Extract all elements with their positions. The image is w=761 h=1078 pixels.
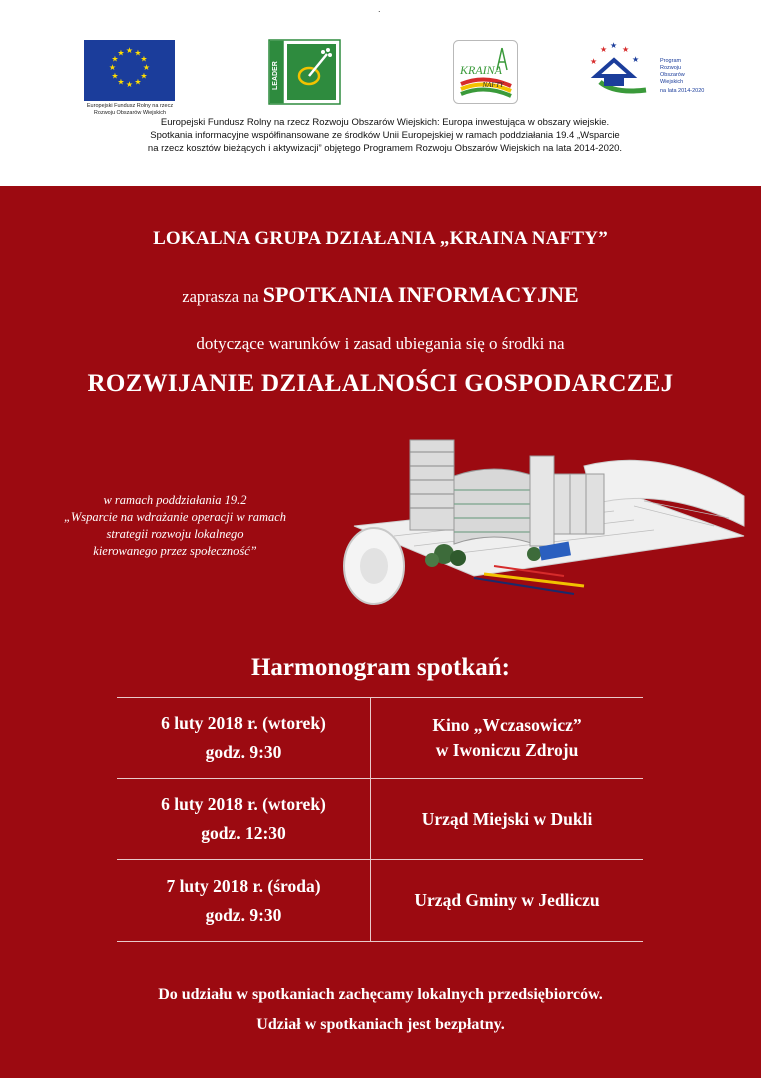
funding-info-line: na rzecz kosztów bieżących i aktywizacji” objętego Programem Rozwoju Obszarów Wiejskich na lata 2014-2020. (147, 143, 623, 154)
eu-caption (74, 103, 186, 117)
svg-text:★: ★ (140, 71, 148, 81)
subaction-note (30, 492, 320, 560)
leader-logo-text: LEADER (272, 61, 279, 90)
prow-line: na lata 2014-2020 (660, 88, 705, 94)
date-cell (117, 860, 371, 942)
place-cell (371, 698, 644, 779)
prow-line: Rozwoju (660, 65, 682, 71)
svg-text:★: ★ (134, 48, 142, 58)
kraina-logo-sub: NAFTY (482, 81, 504, 89)
note-line: strategii rozwoju lokalnego (106, 527, 244, 541)
svg-text:★: ★ (111, 71, 119, 81)
leader-logo (269, 40, 340, 104)
date-text: 6 luty 2018 r. (wtorek) (161, 794, 326, 814)
table-row (117, 698, 643, 779)
schedule-table (117, 697, 643, 942)
concerning-line: dotyczące warunków i zasad ubiegania się o środki na (196, 334, 565, 353)
prow-line: Wiejskich (660, 79, 684, 85)
place-cell (371, 779, 644, 860)
svg-text:★: ★ (600, 45, 608, 54)
svg-text:★: ★ (134, 77, 142, 87)
place-text: Urząd Gminy w Jedliczu (414, 890, 600, 910)
free-entry-text: Udział w spotkaniach jest bezpłatny. (256, 1016, 505, 1033)
svg-text:★: ★ (140, 54, 148, 64)
organizer-title: LOKALNA GRUPA DZIAŁANIA „KRAINA NAFTY” (153, 228, 608, 249)
schedule-title: Harmonogram spotkań: (250, 654, 511, 681)
kraina-logo-text: KRAINA (460, 63, 502, 77)
eu-flag-logo (84, 40, 175, 101)
invites-prefix: zaprasza na (182, 287, 259, 306)
place-cell (371, 860, 644, 942)
time-text: godz. 9:30 (205, 742, 282, 762)
svg-text:★: ★ (111, 54, 119, 64)
prow-logo (586, 41, 705, 104)
date-cell (117, 779, 371, 860)
place-text: Kino „Wczasowicz” (432, 715, 582, 735)
topic-title: ROZWIJANIE DZIAŁALNOŚCI GOSPODARCZEJ (87, 370, 674, 397)
note-line: kierowanego przez społeczność” (93, 544, 257, 558)
table-row (117, 779, 643, 860)
eu-caption-line: Rozwoju Obszarów Wiejskich (93, 110, 167, 116)
eu-caption-line: Europejski Fundusz Rolny na rzecz (86, 103, 174, 109)
svg-text:★: ★ (117, 77, 125, 87)
place-text: Urząd Miejski w Dukli (421, 808, 593, 829)
svg-text:★: ★ (632, 55, 640, 64)
svg-text:★: ★ (125, 46, 134, 55)
time-text: godz. 9:30 (205, 904, 282, 925)
svg-text:★: ★ (117, 48, 125, 58)
funding-info-line: Europejski Fundusz Rolny na rzecz Rozwoju Obszarów Wiejskich: Europa inwestująca w obszary wiejskie. (160, 117, 610, 128)
svg-text:★: ★ (125, 80, 134, 89)
date-text: 6 luty 2018 r. (wtorek) (161, 713, 326, 733)
svg-text:★: ★ (590, 57, 598, 66)
svg-text:★: ★ (108, 63, 117, 72)
encouragement-text: Do udziału w spotkaniach zachęcamy lokalnych przedsiębiorców. (158, 986, 603, 1003)
header (0, 0, 761, 186)
svg-text:★: ★ (142, 63, 151, 72)
table-row (117, 860, 643, 942)
note-line: „Wsparcie na wdrażanie operacji w ramach (63, 510, 287, 524)
place-text: w Iwoniczu Zdroju (435, 740, 579, 760)
top-dot: . (378, 4, 381, 14)
date-cell (117, 698, 371, 779)
prow-line: Program (660, 58, 682, 64)
funding-info-line: Spotkania informacyjne współfinansowane ze środków Unii Europejskiej w ramach poddziałania 19.4 „Wsparcie (150, 130, 620, 141)
building-blueprint-illustration (334, 426, 754, 626)
main-panel (0, 186, 761, 1078)
note-line: w ramach poddziałania 19.2 (103, 493, 247, 507)
svg-text:★: ★ (610, 41, 618, 50)
funding-info (60, 116, 710, 155)
invitation-line (0, 282, 761, 308)
svg-text:★: ★ (622, 45, 630, 54)
prow-line: Obszarów (660, 72, 685, 78)
kraina-nafty-logo (453, 40, 518, 104)
time-text: godz. 12:30 (201, 823, 286, 843)
invites-title: SPOTKANIA INFORMACYJNE (262, 282, 579, 307)
date-text: 7 luty 2018 r. (środa) (166, 875, 321, 896)
